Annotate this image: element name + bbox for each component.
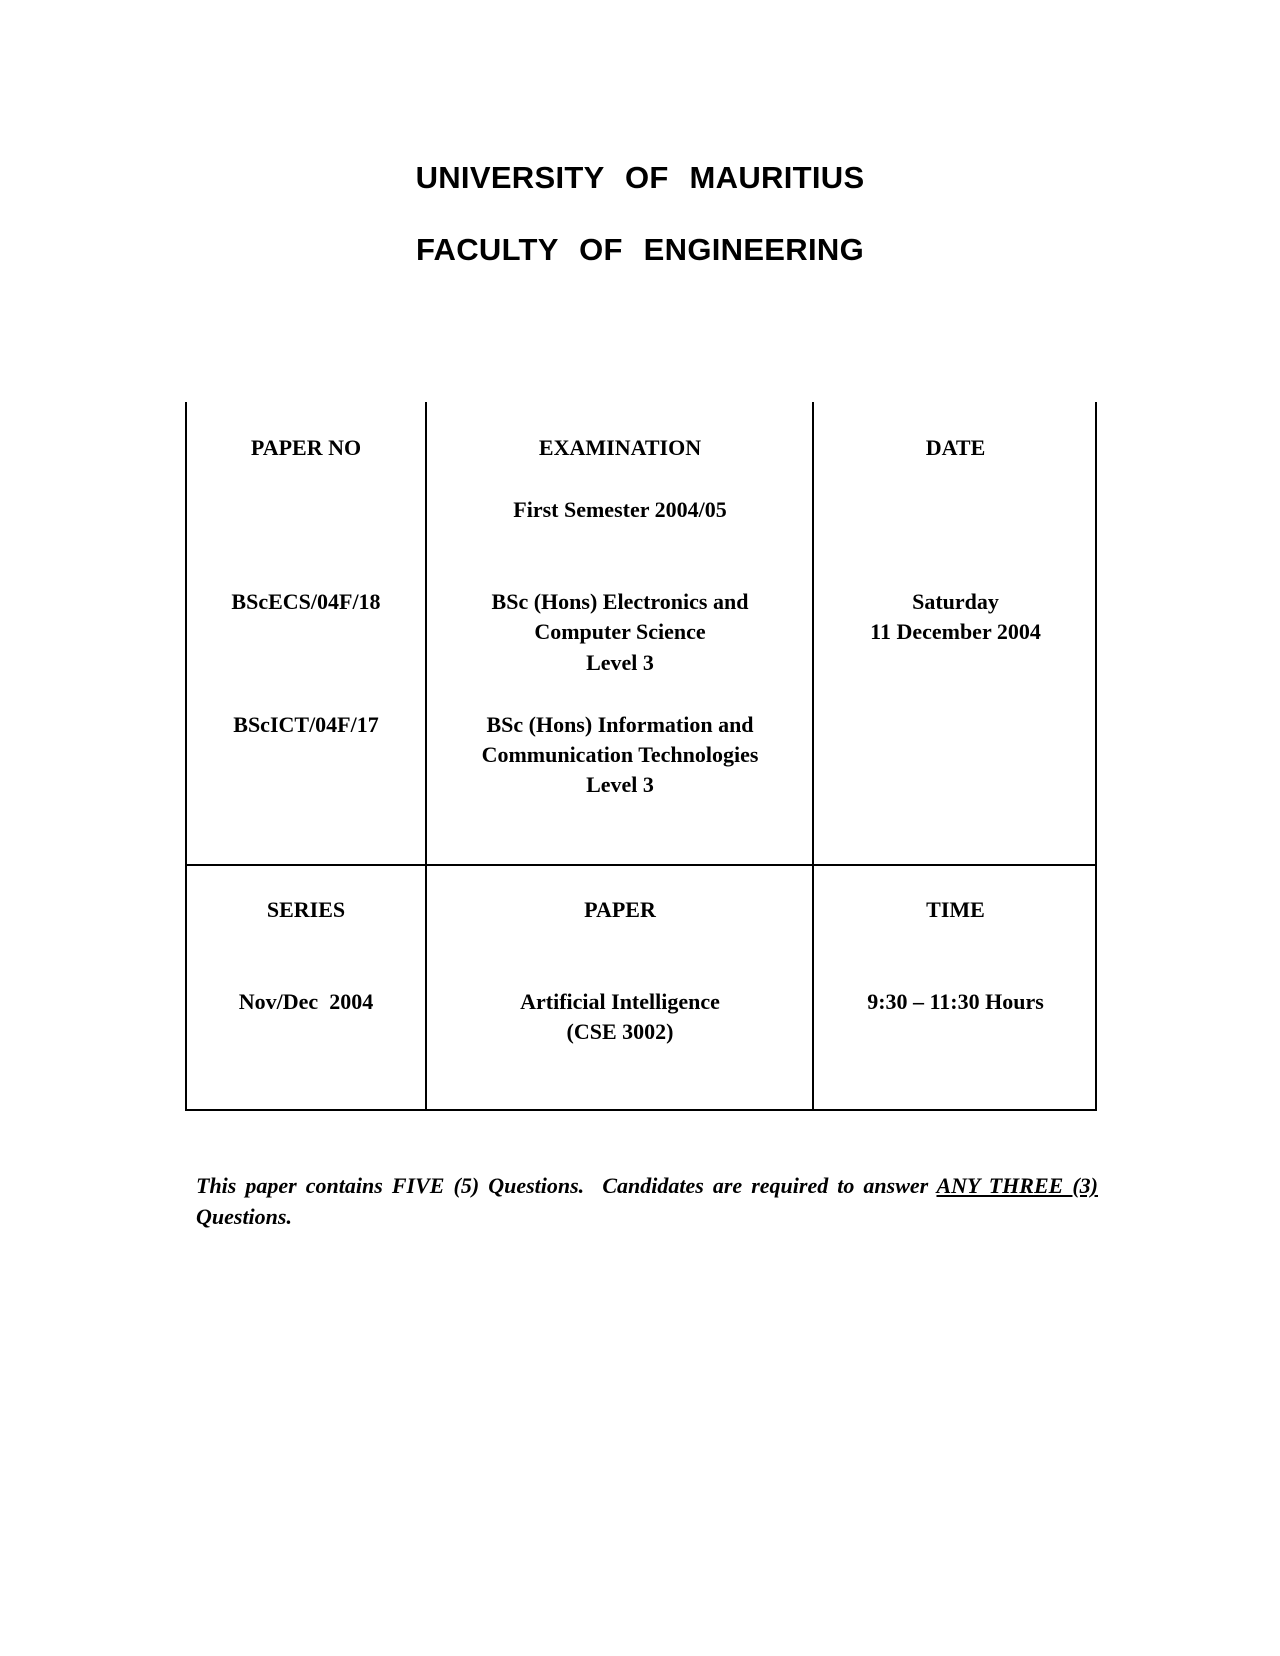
programme-ict-level: Level 3 — [586, 772, 654, 797]
time-value: 9:30 – 11:30 Hours — [867, 989, 1044, 1014]
table-border-bottom — [185, 1109, 1097, 1111]
instructions-sentence-2-start: Candidates are required to answer — [602, 1173, 929, 1198]
paper-no-ict: BScICT/04F/17 — [233, 712, 379, 737]
programme-ict-line2: Communication Technologies — [481, 742, 759, 767]
programme-ecs-line1: BSc (Hons) Electronics and — [491, 589, 749, 614]
programme-ict-line1: BSc (Hons) Information and — [486, 712, 754, 737]
date-day: Saturday — [912, 589, 999, 614]
programme-ecs-level: Level 3 — [586, 650, 654, 675]
instructions-sentence-2-end: Questions. — [196, 1204, 292, 1229]
date-full: 11 December 2004 — [870, 619, 1041, 644]
table-row-divider — [185, 864, 1097, 866]
paper-code: (CSE 3002) — [566, 1019, 674, 1044]
header-paper-no: PAPER NO — [250, 435, 362, 460]
semester: First Semester 2004/05 — [513, 497, 727, 522]
header-paper: PAPER — [584, 897, 656, 922]
series-value: Nov/Dec 2004 — [238, 989, 374, 1014]
instructions-sentence-1: This paper contains FIVE (5) Questions. — [196, 1173, 585, 1198]
paper-title: Artificial Intelligence — [520, 989, 720, 1014]
instructions — [196, 1170, 1098, 1232]
programme-ecs-line2: Computer Science — [534, 619, 706, 644]
header-series: SERIES — [266, 897, 346, 922]
paper-no-ecs: BScECS/04F/18 — [231, 589, 381, 614]
header-time: TIME — [926, 897, 985, 922]
header-date: DATE — [925, 435, 986, 460]
instructions-emphasis: ANY THREE (3) — [936, 1173, 1099, 1198]
header-examination: EXAMINATION — [538, 435, 702, 460]
faculty-title: FACULTY OF ENGINEERING — [416, 232, 864, 267]
university-title: UNIVERSITY OF MAURITIUS — [415, 160, 865, 195]
